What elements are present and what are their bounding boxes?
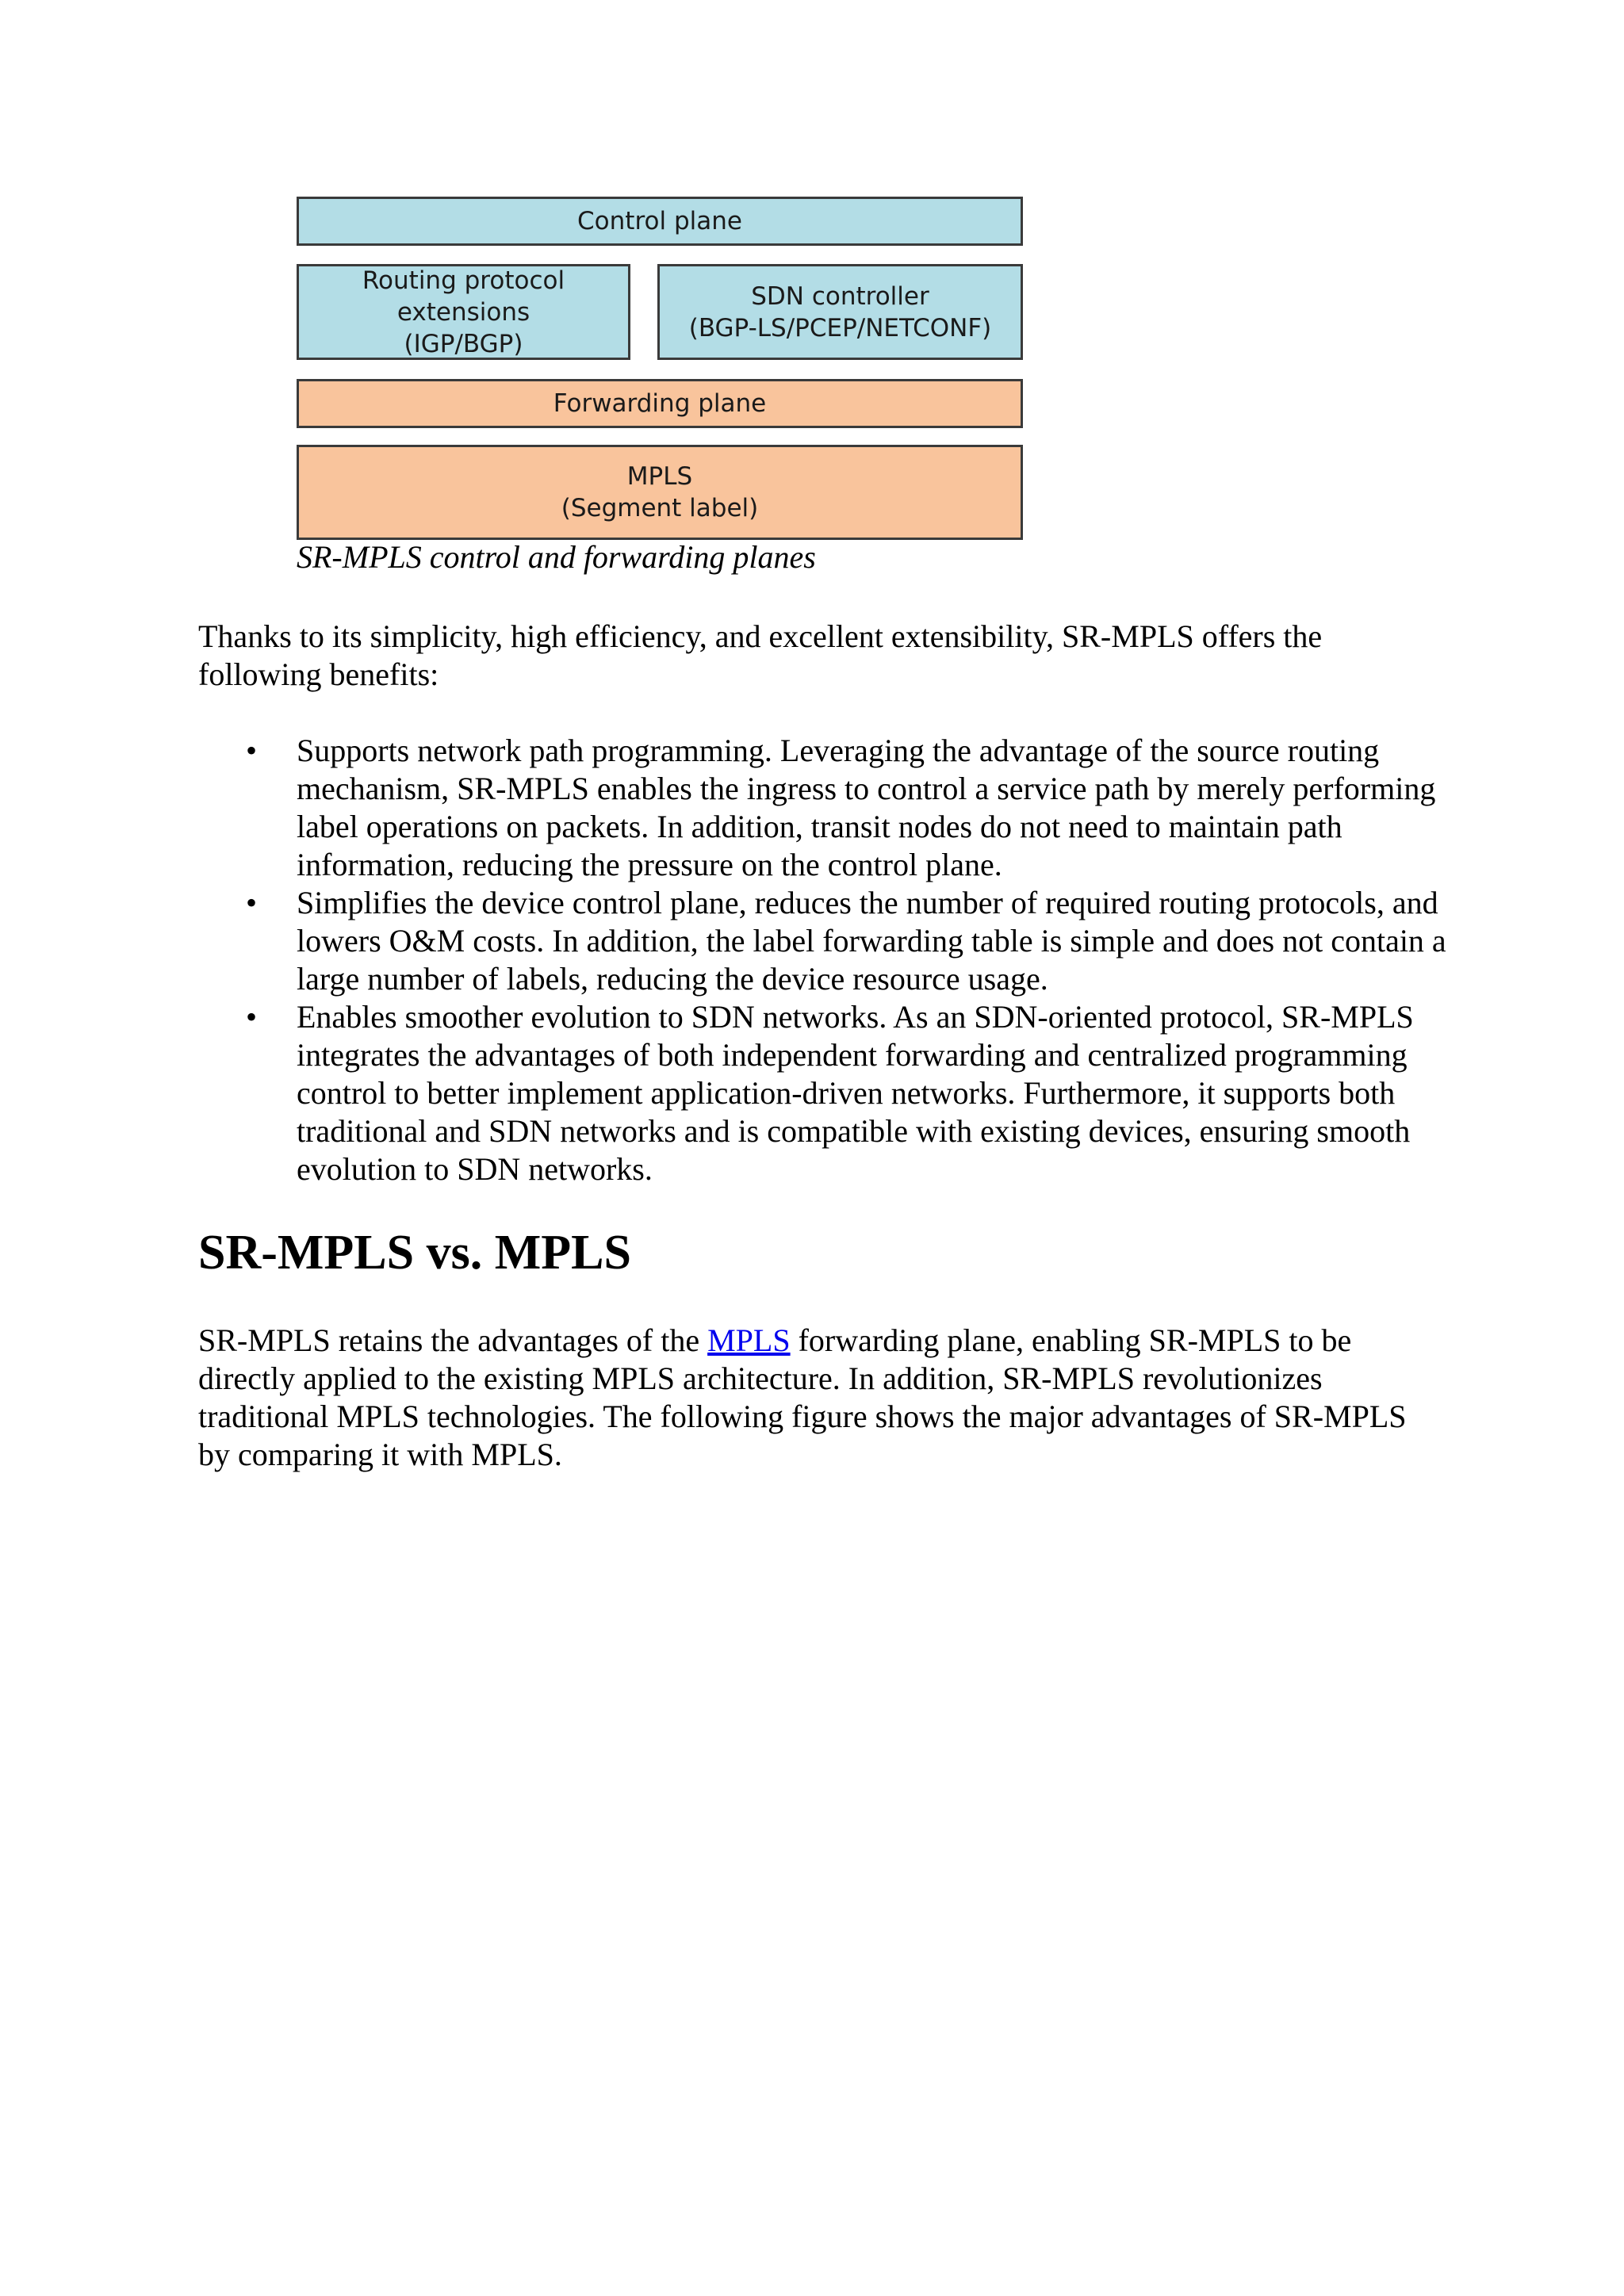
comparison-text-end: forwarding plane, enabling SR-MPLS to be directly applied to the existing MPLS architecture. In addition, SR-MPLS revolutionizes traditional MPLS technologies. The following figure shows the major advantages of SR-MPLS by comparing it with MPLS. — [198, 1322, 1407, 1472]
benefit-text: Enables smoother evolution to SDN networks. As an SDN-oriented protocol, SR-MPLS integrates the advantages of both independent forwarding and centralized programming control to better implement application-driven networks. Furthermore, it supports both traditional and SDN networks and is compatible with existing devices, ensuring smooth evolution to SDN networks. — [297, 999, 1414, 1187]
figure-caption: SR-MPLS control and forwarding planes — [297, 539, 816, 575]
section-heading: SR-MPLS vs. MPLS — [198, 1226, 631, 1280]
comparison-text-start: SR-MPLS retains the advantages of the — [198, 1322, 708, 1358]
sdn-controller-box: SDN controller (BGP-LS/PCEP/NETCONF) — [657, 264, 1023, 360]
mpls-link[interactable]: MPLS — [707, 1322, 791, 1358]
routing-protocol-extensions-box: Routing protocol extensions (IGP/BGP) — [297, 264, 630, 360]
bullet-icon: • — [246, 885, 258, 920]
list-item — [198, 884, 1451, 998]
mpls-segment-label-box: MPLS (Segment label) — [297, 445, 1023, 540]
control-plane-box: Control plane — [297, 197, 1023, 246]
forwarding-plane-box: Forwarding plane — [297, 379, 1023, 428]
comparison-paragraph — [198, 1322, 1435, 1474]
intro-paragraph: Thanks to its simplicity, high efficiency, and excellent extensibility, SR-MPLS offers the following benefits: — [198, 618, 1323, 692]
bullet-icon: • — [246, 999, 258, 1035]
bullet-icon: • — [246, 733, 258, 768]
benefit-text: Simplifies the device control plane, reduces the number of required routing protocols, and lowers O&M costs. In addition, the label forwarding table is simple and does not contain a large number of labels, reducing the device resource usage. — [297, 885, 1446, 997]
benefit-text: Supports network path programming. Leveraging the advantage of the source routing mechanism, SR-MPLS enables the ingress to control a service path by merely performing label operations on packets. In addition, transit nodes do not need to maintain path information, reducing the pressure on the control plane. — [297, 733, 1436, 882]
benefits-list — [198, 732, 1451, 1188]
list-item — [198, 732, 1451, 884]
list-item — [198, 998, 1451, 1188]
